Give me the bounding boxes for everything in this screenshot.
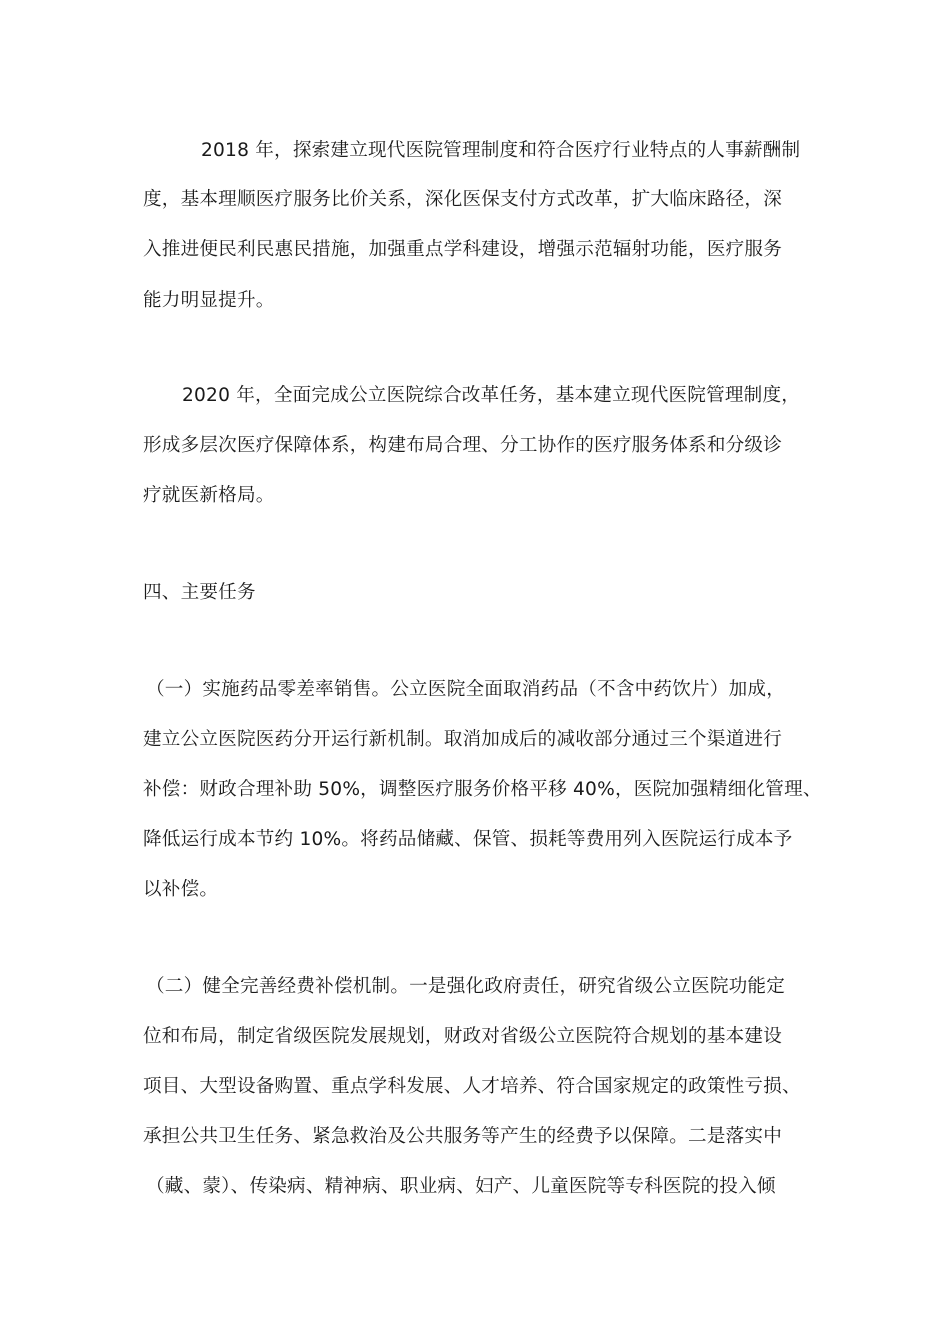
- text-line: 形成多层次医疗保障体系，构建布局合理、分工协作的医疗服务体系和分级诊: [143, 435, 782, 456]
- text-line: 降低运行成本节约 10%。将药品储藏、保管、损耗等费用列入医院运行成本予: [143, 829, 793, 850]
- text-line: （二）健全完善经费补偿机制。一是强化政府责任，研究省级公立医院功能定: [146, 976, 785, 997]
- text-line: （一）实施药品零差率销售。公立医院全面取消药品（不含中药饮片）加成，: [146, 679, 785, 700]
- heading-main-tasks: 四、主要任务: [143, 582, 256, 603]
- text-line: 位和布局，制定省级医院发展规划，财政对省级公立医院符合规划的基本建设: [143, 1026, 782, 1047]
- text-line: 度，基本理顺医疗服务比价关系，深化医保支付方式改革，扩大临床路径，深: [143, 189, 782, 210]
- text-line: 以补偿。: [143, 879, 219, 900]
- text-line: 疗就医新格局。: [143, 485, 275, 506]
- text-line: 能力明显提升。: [143, 290, 275, 311]
- text-line: 项目、大型设备购置、重点学科发展、人才培养、符合国家规定的政策性亏损、: [143, 1076, 801, 1097]
- text-line: 入推进便民利民惠民措施，加强重点学科建设，增强示范辐射功能，医疗服务: [143, 239, 782, 260]
- text-line: 2018 年，探索建立现代医院管理制度和符合医疗行业特点的人事薪酬制: [201, 140, 801, 161]
- text-line: 2020 年，全面完成公立医院综合改革任务，基本建立现代医院管理制度，: [182, 385, 801, 406]
- text-line: 承担公共卫生任务、紧急救治及公共服务等产生的经费予以保障。二是落实中: [143, 1126, 782, 1147]
- text-line: 建立公立医院医药分开运行新机制。取消加成后的减收部分通过三个渠道进行: [143, 729, 782, 750]
- text-line: （藏、蒙）、传染病、精神病、职业病、妇产、儿童医院等专科医院的投入倾: [146, 1176, 776, 1197]
- text-line: 补偿：财政合理补助 50%，调整医疗服务价格平移 40%，医院加强精细化管理、: [143, 779, 822, 800]
